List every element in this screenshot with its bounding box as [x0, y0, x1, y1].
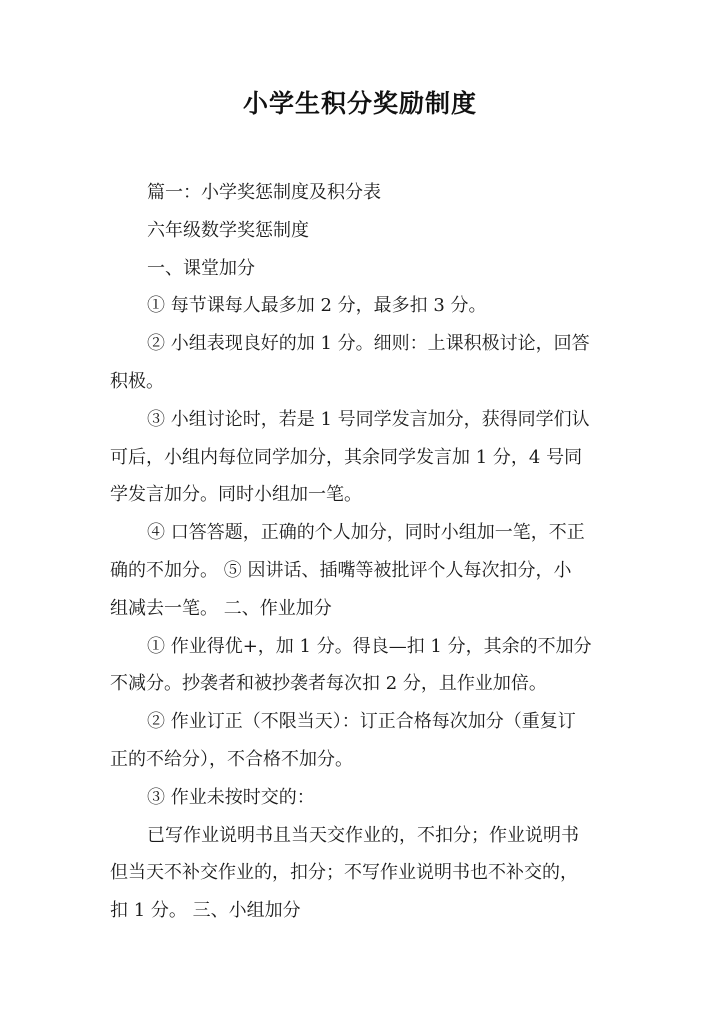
- body-line: 学发言加分。同时小组加一笔。: [110, 484, 362, 506]
- body-line: ① 每节课每人最多加 2 分，最多扣 3 分。: [147, 295, 487, 317]
- body-line: 已写作业说明书且当天交作业的，不扣分；作业说明书: [147, 824, 579, 846]
- body-line: ② 作业订正（不限当天）：订正合格每次加分（重复订: [147, 711, 576, 733]
- body-line: ③ 小组讨论时，若是 1 号同学发言加分，获得同学们认: [147, 408, 590, 430]
- body-line: 六年级数学奖惩制度: [147, 219, 309, 241]
- body-line: 不减分。抄袭者和被抄袭者每次扣 2 分，且作业加倍。: [110, 673, 547, 695]
- body-line: 一、课堂加分: [147, 257, 255, 279]
- body-line: 可后，小组内每位同学加分，其余同学发言加 1 分，4 号同: [110, 446, 583, 468]
- body-line: ④ 口答答题，正确的个人加分，同时小组加一笔，不正: [147, 522, 585, 544]
- body-line: 组减去一笔。 二、作业加分: [110, 597, 332, 619]
- body-line: ① 作业得优+，加 1 分。得良—扣 1 分，其余的不加分: [147, 635, 592, 657]
- body-line: 积极。: [110, 370, 164, 392]
- document-body: [110, 174, 612, 930]
- body-line: ② 小组表现良好的加 1 分。细则：上课积极讨论，回答: [147, 333, 590, 355]
- body-line: 扣 1 分。 三、小组加分: [110, 900, 301, 922]
- body-line: 篇一：小学奖惩制度及积分表: [147, 182, 381, 203]
- body-line: 确的不加分。 ⑤ 因讲话、插嘴等被批评个人每次扣分，小: [110, 559, 572, 581]
- body-line: 正的不给分），不合格不加分。: [110, 748, 353, 770]
- document-title: 小学生积分奖励制度: [242, 89, 477, 118]
- body-line: ③ 作业未按时交的：: [147, 786, 315, 808]
- body-line: 但当天不补交作业的，扣分；不写作业说明书也不补交的，: [110, 862, 578, 884]
